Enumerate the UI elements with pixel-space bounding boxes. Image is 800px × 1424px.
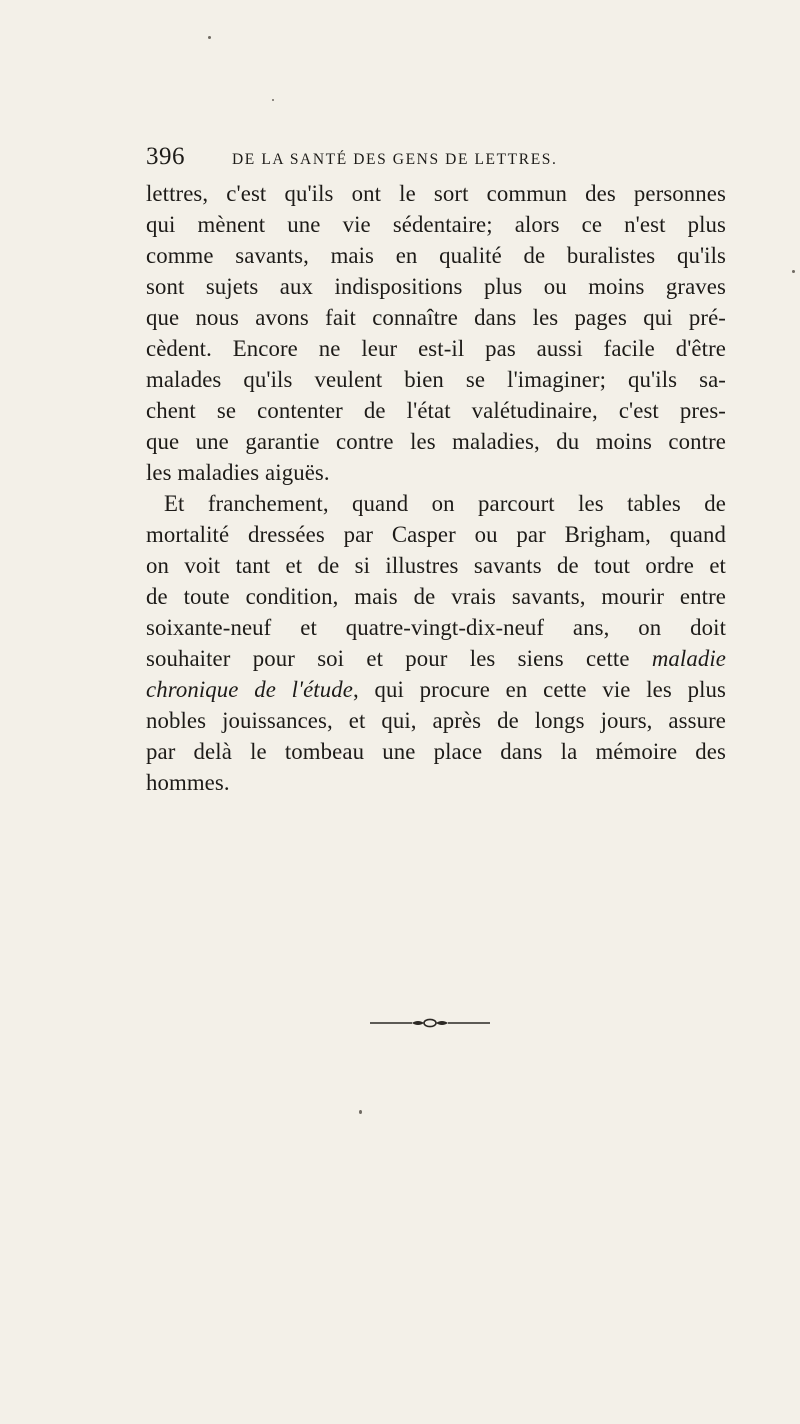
text-segment: souhaiter pour soi et pour les siens cette bbox=[146, 646, 652, 671]
text-line: nobles jouissances, et qui, après de longs jours, assure bbox=[146, 708, 726, 733]
text-line: par delà le tombeau une place dans la mémoire des bbox=[146, 739, 726, 764]
end-ornament-icon bbox=[370, 1018, 490, 1028]
page-number: 396 bbox=[146, 143, 185, 170]
text-line: malades qu'ils veulent bien se l'imaginer; qu'ils sa- bbox=[146, 367, 726, 392]
page-header bbox=[146, 143, 726, 173]
body-text bbox=[146, 178, 726, 798]
text-line: qui mènent une vie sédentaire; alors ce n'est plus bbox=[146, 212, 726, 237]
text-line: sont sujets aux indispositions plus ou moins graves bbox=[146, 274, 726, 299]
text-line: lettres, c'est qu'ils ont le sort commun des personnes bbox=[146, 181, 726, 206]
text-line: soixante-neuf et quatre-vingt-dix-neuf ans, on doit bbox=[146, 615, 726, 640]
text-line: que une garantie contre les maladies, du moins contre bbox=[146, 429, 726, 454]
text-line: cèdent. Encore ne leur est-il pas aussi facile d'être bbox=[146, 336, 726, 361]
paper-speck-icon bbox=[359, 1110, 362, 1114]
text-line-with-italic bbox=[146, 643, 726, 674]
text-line: comme savants, mais en qualité de buralistes qu'ils bbox=[146, 243, 726, 268]
text-line: chent se contenter de l'état valétudinaire, c'est pres- bbox=[146, 398, 726, 423]
paper-speck-icon bbox=[208, 36, 211, 39]
paragraph-end-line: les maladies aiguës. bbox=[146, 460, 330, 485]
text-segment: , qui procure en cette vie les plus bbox=[352, 677, 726, 702]
paper-speck-icon bbox=[272, 99, 274, 101]
text-line-with-italic bbox=[146, 674, 726, 705]
paragraph-end-line: hommes. bbox=[146, 770, 230, 795]
text-line: mortalité dressées par Casper ou par Brigham, quand bbox=[146, 522, 726, 547]
italic-phrase: maladie bbox=[651, 646, 726, 671]
text-line: on voit tant et de si illustres savants de tout ordre et bbox=[146, 553, 726, 578]
text-line: que nous avons fait connaître dans les pages qui pré- bbox=[146, 305, 726, 330]
running-head: DE LA SANTÉ DES GENS DE LETTRES. bbox=[232, 151, 558, 168]
italic-phrase: chronique de l'étude bbox=[146, 677, 353, 702]
paragraph-first-line: Et franchement, quand on parcourt les tables de bbox=[164, 491, 726, 516]
paper-speck-icon bbox=[792, 270, 795, 273]
text-line: de toute condition, mais de vrais savants, mourir entre bbox=[146, 584, 726, 609]
